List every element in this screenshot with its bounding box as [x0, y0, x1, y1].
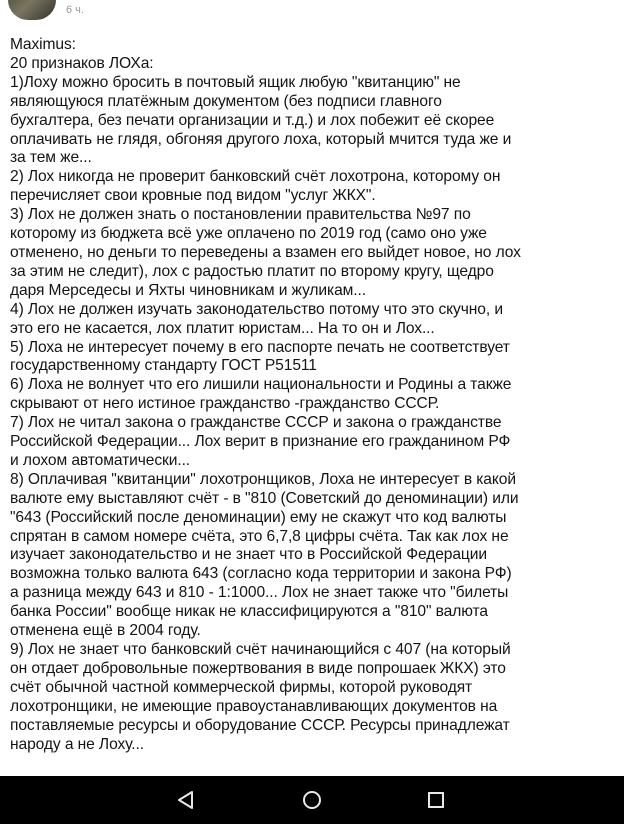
post-text-line: это его не касается, лох платит юристам... На то он и Лох...: [10, 319, 435, 337]
post-text-line: за тем же...: [10, 149, 92, 167]
post-text-line: изучает законодательство и не знает что в Российской Федерации: [10, 546, 487, 564]
recents-button[interactable]: [416, 784, 456, 816]
post-timestamp: 6 ч.: [66, 4, 84, 16]
post-text-line: 3) Лох не должен знать о постановлении правительства №97 по: [10, 206, 471, 224]
post-text-line: отменена ещё в 2004 году.: [10, 622, 201, 640]
post-text-line: 5) Лоха не интересует почему в его паспорте печать не соответствует: [10, 338, 510, 356]
post-text-line: 2) Лох никогда не проверит банковский счёт лохотрона, которому он: [10, 168, 501, 186]
post-text-line: лохотронщики, не имеющие правоустанавливающих документов на: [10, 697, 498, 715]
post-text-line: 1)Лоху можно бросить в почтовый ящик любую "квитанцию" не: [10, 73, 461, 91]
post-text-line: спрятан в самом номере счёта, это 6,7,8 цифры счёта. Так как лох не: [10, 527, 509, 545]
avatar[interactable]: [8, 0, 56, 20]
post-text-line: валюте ему выставляют счёт - в "810 (Советский до деноминации) или: [10, 489, 519, 507]
post-body: [10, 36, 610, 754]
post-text-line: он отдает добровольные пожертвования в виде попрошаек ЖКХ) это: [10, 659, 506, 677]
home-circle-icon: [301, 789, 323, 811]
back-button[interactable]: [166, 784, 206, 816]
post-text-line: даря Мерседесы и Яхты чиновникам и жуликам...: [10, 281, 366, 299]
home-button[interactable]: [292, 784, 332, 816]
recents-square-icon: [427, 791, 445, 809]
post-text-line: народу а не Лоху...: [10, 735, 144, 753]
post-text-line: а разница между 643 и 810 - 1:1000... Лох не знает также что "билеты: [10, 584, 509, 602]
system-navigation-bar: [0, 776, 624, 824]
post-text-line: 8) Оплачивая "квитанции" лохотронщиков, Лоха не интересует в какой: [10, 470, 516, 488]
post-text-line: банка России" вообще никак не классифицируются а "810" валюта: [10, 603, 488, 621]
post-header: [0, 0, 624, 30]
post-text-line: и лохом автоматически...: [10, 451, 191, 469]
post-text-line: 7) Лох не читал закона о гражданстве СССР и закона о гражданстве: [10, 414, 502, 432]
post-text-line: 4) Лох не должен изучать законодательство потому что это скучно, и: [10, 300, 503, 318]
post-text-line: Российской Федерации... Лох верит в признание его гражданином РФ: [10, 433, 511, 451]
post-text-line: которому из бюджета всё уже оплачено по 2019 год (само оно уже: [10, 225, 487, 243]
post-text-line: отменено, но деньги то переведены а взамен его выйдет новое, но лох: [10, 243, 521, 261]
post-text-line: за этим не следит), лох с радостью платит по второму кругу, щедро: [10, 262, 494, 280]
post-text-line: бухгалтера, без печати организации и т.д.) и лох побежит её скорее: [10, 111, 495, 129]
post-text-line: возможна только валюта 643 (согласно кода территории и закона РФ): [10, 565, 512, 583]
post-text-line: 20 признаков ЛОХа:: [10, 54, 154, 72]
post-text-line: Maximus:: [10, 36, 76, 53]
post-text-line: государственному стандарту ГОСТ Р51511: [10, 357, 317, 375]
post-text-line: 6) Лоха не волнует что его лишили национальности и Родины а также: [10, 376, 512, 394]
post-text-line: скрывают от него истиное гражданство -гражданство СССР.: [10, 395, 440, 413]
post-text-line: 9) Лох не знает что банковский счёт начинающийся с 407 (на который: [10, 641, 511, 658]
post-text-line: "643 (Российский после деноминации) ему не скажут что код валюты: [10, 508, 507, 526]
post-text-line: являющуюся платёжным документом (без подписи главного: [10, 92, 442, 110]
post-text-line: счёт обычной частной коммерческой фирмы, которой руководят: [10, 678, 473, 696]
back-triangle-icon: [177, 790, 195, 810]
post-text-line: перечисляет свои кровные под видом "услуг ЖКХ".: [10, 187, 376, 205]
post-text-line: поставляемые ресурсы и оборудование СССР. Ресурсы принадлежат: [10, 716, 510, 734]
post-text-line: оплачивать не глядя, обгоняя другого лоха, который мчится туда же и: [10, 130, 512, 148]
